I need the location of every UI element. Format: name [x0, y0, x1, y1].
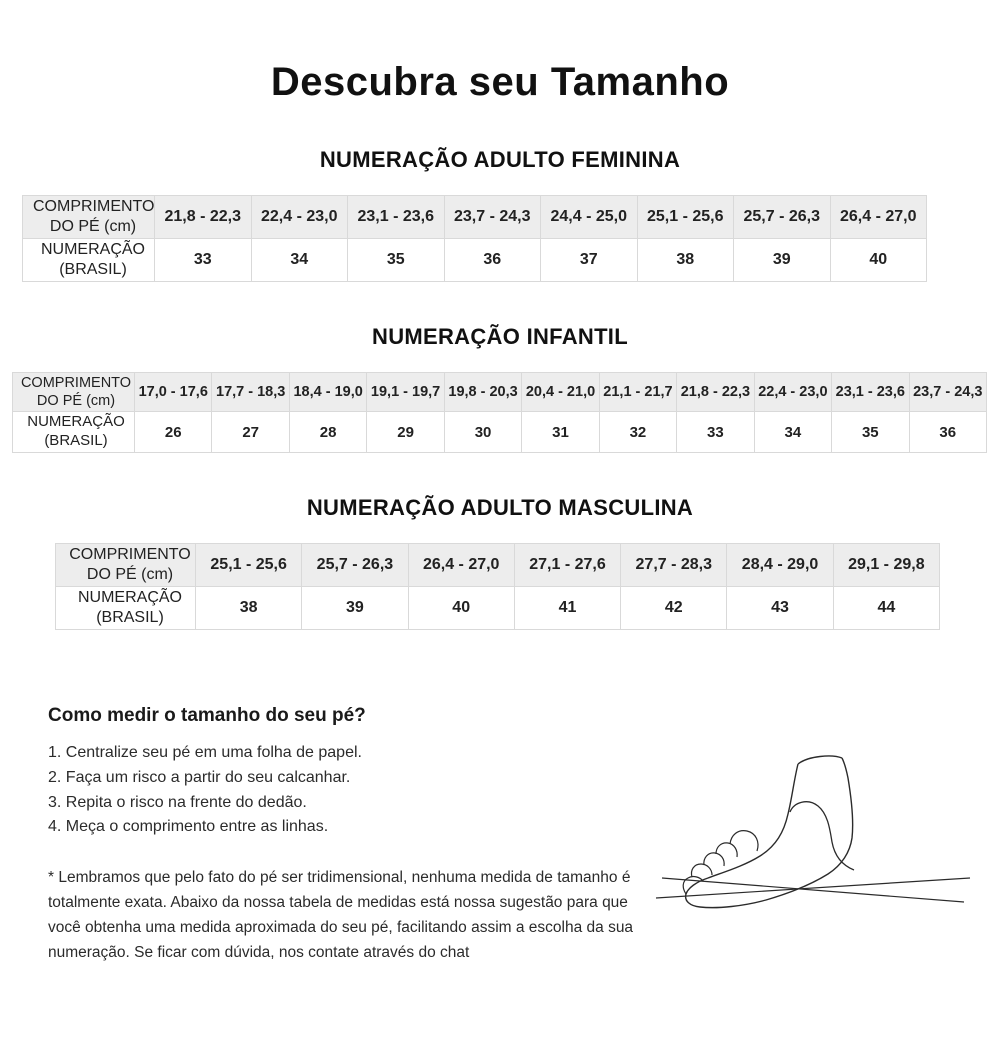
cell-length: 20,4 - 21,0	[522, 373, 599, 412]
row-label-line2: DO PÉ (cm)	[49, 218, 137, 235]
row-label-line1: NUMERAÇÃO	[27, 413, 125, 431]
cell-size: 26	[135, 412, 212, 453]
table-kids-wrapper	[0, 372, 1000, 453]
cell-length: 29,1 - 29,8	[833, 543, 939, 586]
row-label-line1: NUMERAÇÃO	[40, 241, 145, 258]
cell-size: 27	[212, 412, 289, 453]
cell-length: 25,1 - 25,6	[196, 543, 302, 586]
cell-length: 17,0 - 17,6	[135, 373, 212, 412]
cell-length: 22,4 - 23,0	[754, 373, 831, 412]
cell-length: 27,1 - 27,6	[514, 543, 620, 586]
section-title-female: NUMERAÇÃO ADULTO FEMININA	[319, 147, 681, 172]
table-row	[56, 543, 940, 586]
cell-length: 19,1 - 19,7	[367, 373, 444, 412]
list-item: 2. Faça um risco a partir do seu calcanhar.	[48, 768, 351, 786]
cell-length: 22,4 - 23,0	[251, 196, 348, 239]
cell-length: 24,4 - 25,0	[541, 196, 638, 239]
cell-length: 26,4 - 27,0	[408, 543, 514, 586]
table-row	[13, 412, 987, 453]
cell-size: 29	[367, 412, 444, 453]
foot-icon	[648, 750, 978, 950]
size-table-kids	[12, 372, 987, 453]
cell-length: 21,8 - 22,3	[155, 196, 252, 239]
row-label-length	[23, 196, 155, 239]
table-male-wrapper	[0, 543, 1000, 630]
list-item: 1. Centralize seu pé em uma folha de papel.	[48, 744, 362, 761]
page-title: Descubra seu Tamanho	[270, 60, 730, 104]
cell-size: 44	[833, 586, 939, 629]
row-label-line2: (BRASIL)	[96, 608, 164, 626]
row-label-line1: COMPRIMENTO	[33, 198, 155, 215]
cell-length: 25,1 - 25,6	[637, 196, 734, 239]
how-to-measure-block	[48, 705, 668, 965]
cell-size: 28	[289, 412, 366, 453]
cell-length: 28,4 - 29,0	[727, 543, 833, 586]
cell-size: 40	[830, 239, 927, 282]
cell-size: 31	[522, 412, 599, 453]
cell-size: 32	[599, 412, 676, 453]
cell-size: 39	[302, 586, 408, 629]
foot-measure-illustration	[648, 750, 978, 950]
table-row	[56, 586, 940, 629]
cell-size: 36	[909, 412, 986, 453]
cell-size: 43	[727, 586, 833, 629]
row-label-line2: (BRASIL)	[44, 432, 108, 449]
cell-length: 19,8 - 20,3	[444, 373, 521, 412]
table-female-wrapper	[0, 195, 1000, 282]
disclaimer-note: * Lembramos que pelo fato do pé ser tridimensional, nenhuma medida de tamanho é totalmente exata. Abaixo da nossa tabela de medidas está nossa sugestão para que você obtenha uma medida aproximada do seu pé, facilitando assim a escolha da sua numeração. Se ficar com dúvida, nos contate através do chat	[48, 869, 634, 961]
table-row	[23, 239, 927, 282]
row-label-size	[13, 412, 135, 453]
cell-length: 23,7 - 24,3	[909, 373, 986, 412]
cell-length: 23,1 - 23,6	[832, 373, 909, 412]
cell-size: 30	[444, 412, 521, 453]
cell-size: 37	[541, 239, 638, 282]
row-label-size	[56, 586, 196, 629]
how-to-measure-steps	[48, 741, 668, 840]
section-title-kids: NUMERAÇÃO INFANTIL	[372, 324, 628, 349]
cell-size: 39	[734, 239, 831, 282]
how-to-measure-title: Como medir o tamanho do seu pé?	[48, 705, 366, 726]
row-label-line2: (BRASIL)	[59, 261, 127, 278]
cell-size: 33	[155, 239, 252, 282]
cell-size: 36	[444, 239, 541, 282]
cell-size: 34	[754, 412, 831, 453]
row-label-line1: NUMERAÇÃO	[77, 588, 182, 606]
table-row	[23, 196, 927, 239]
row-label-line2: DO PÉ (cm)	[36, 393, 116, 410]
cell-size: 42	[621, 586, 727, 629]
cell-size: 38	[637, 239, 734, 282]
size-table-male	[55, 543, 940, 630]
cell-length: 23,7 - 24,3	[444, 196, 541, 239]
cell-length: 27,7 - 28,3	[621, 543, 727, 586]
row-label-size	[23, 239, 155, 282]
list-item: 3. Repita o risco na frente do dedão.	[48, 793, 307, 811]
list-item: 4. Meça o comprimento entre as linhas.	[48, 818, 329, 836]
row-label-length	[13, 373, 135, 412]
cell-length: 26,4 - 27,0	[830, 196, 927, 239]
cell-size: 40	[408, 586, 514, 629]
size-guide-page	[0, 60, 1000, 1060]
cell-size: 38	[196, 586, 302, 629]
row-label-line1: COMPRIMENTO	[69, 545, 191, 563]
cell-length: 21,1 - 21,7	[599, 373, 676, 412]
cell-length: 23,1 - 23,6	[348, 196, 445, 239]
cell-length: 25,7 - 26,3	[734, 196, 831, 239]
cell-length: 21,8 - 22,3	[677, 373, 754, 412]
cell-size: 34	[251, 239, 348, 282]
cell-size: 35	[348, 239, 445, 282]
table-row	[13, 373, 987, 412]
cell-size: 33	[677, 412, 754, 453]
section-title-male: NUMERAÇÃO ADULTO MASCULINA	[306, 494, 694, 520]
cell-length: 17,7 - 18,3	[212, 373, 289, 412]
cell-length: 18,4 - 19,0	[289, 373, 366, 412]
size-table-female	[22, 195, 927, 282]
row-label-line1: COMPRIMENTO	[20, 375, 132, 391]
row-label-length	[56, 543, 196, 586]
cell-length: 25,7 - 26,3	[302, 543, 408, 586]
row-label-line2: DO PÉ (cm)	[86, 565, 174, 583]
cell-size: 41	[514, 586, 620, 629]
cell-size: 35	[832, 412, 909, 453]
